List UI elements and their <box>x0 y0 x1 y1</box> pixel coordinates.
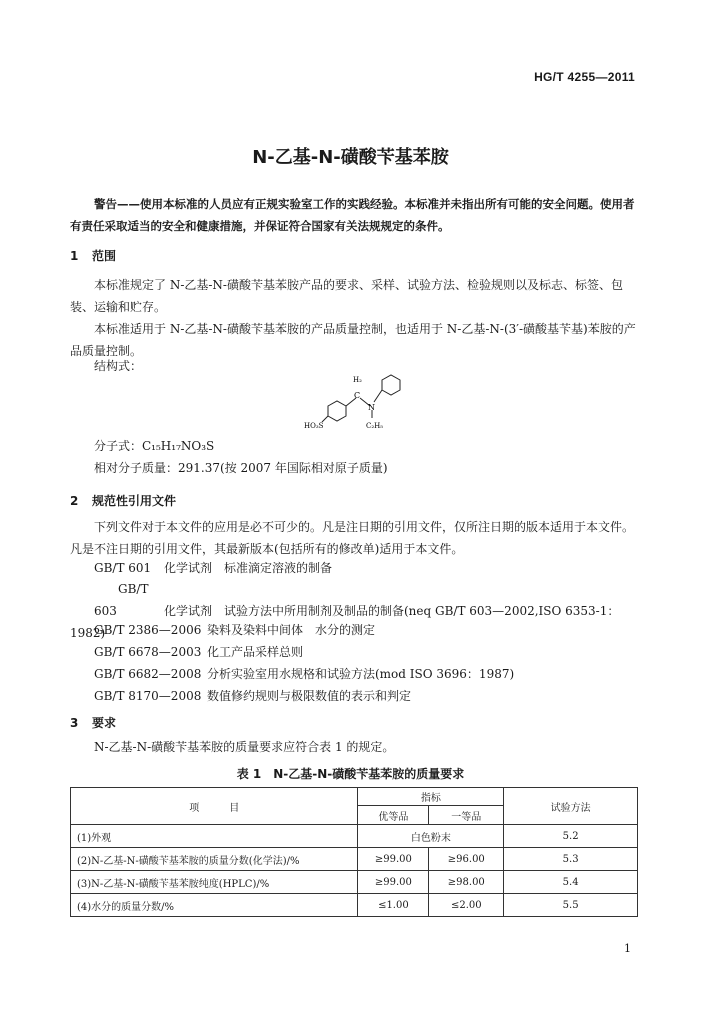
row-premium: ≤1.00 <box>358 894 429 917</box>
table-caption: 表 1 N-乙基-N-磺酸苄基苯胺的质量要求 <box>236 767 465 781</box>
header-index: 指标 <box>358 788 504 806</box>
reference-code: GB/T 601 <box>94 561 152 575</box>
row-method: 5.2 <box>504 825 638 848</box>
section-number: 2 <box>70 494 79 508</box>
row-premium: ≥99.00 <box>358 848 429 871</box>
structure-label: 结构式： <box>94 359 143 373</box>
table-row <box>71 825 638 848</box>
benzene-ring-left <box>328 401 346 421</box>
row-item: (4)水分的质量分数/% <box>71 894 358 917</box>
label-h2: H₂ <box>353 376 362 384</box>
table-row <box>71 848 638 871</box>
row-item: (2)N-乙基-N-磺酸苄基苯胺的质量分数(化学法)/% <box>71 848 358 871</box>
requirements-intro: N-乙基-N-磺酸苄基苯胺的质量要求应符合表 1 的规定。 <box>94 740 395 754</box>
section-title: 范围 <box>92 249 117 263</box>
header-first-grade: 一等品 <box>429 806 504 825</box>
document-title: N-乙基-N-磺酸苄基苯胺 <box>252 147 449 168</box>
reference-item <box>94 621 375 638</box>
reference-title: 化工产品采样总则 <box>207 645 304 659</box>
row-first-grade: ≤2.00 <box>429 894 504 917</box>
header-premium: 优等品 <box>358 806 429 825</box>
structural-formula <box>296 370 416 432</box>
warning-paragraph: 警告——使用本标准的人员应有正规实验室工作的实践经验。本标准并未指出所有可能的安全问题。使用者有责任采取适当的安全和健康措施，并保证符合国家有关法规规定的条件。 <box>70 197 635 233</box>
reference-item <box>94 665 514 682</box>
references-intro: 下列文件对于本文件的应用是必不可少的。凡是注日期的引用文件，仅所注日期的版本适用于本文件。凡是不注日期的引用文件，其最新版本(包括所有的修改单)适用于本文件。 <box>70 520 635 556</box>
row-method: 5.3 <box>504 848 638 871</box>
header-item: 项 目 <box>71 788 358 825</box>
benzene-ring-right <box>382 375 400 395</box>
label-n: N <box>368 403 375 412</box>
reference-code: GB/T 603 <box>94 582 149 618</box>
table-row <box>71 894 638 917</box>
reference-title: 化学试剂 标准滴定溶液的制备 <box>164 561 333 575</box>
reference-title: 数值修约规则与极限数值的表示和判定 <box>207 689 412 703</box>
molecular-formula: 分子式：C₁₅H₁₇NO₃S <box>94 439 215 453</box>
header-method: 试验方法 <box>504 788 638 825</box>
reference-code: GB/T 6678—2003 <box>94 645 202 659</box>
row-method: 5.4 <box>504 871 638 894</box>
scope-paragraph-2: 本标准适用于 N-乙基-N-磺酸苄基苯胺的产品质量控制，也适用于 N-乙基-N-(3′-磺酸基苄基)苯胺的产品质量控制。 <box>70 322 636 358</box>
section-title: 规范性引用文件 <box>92 494 177 508</box>
reference-item <box>94 559 332 576</box>
reference-item <box>94 643 303 660</box>
page-number: 1 <box>624 942 631 955</box>
quality-requirements-table <box>70 787 638 917</box>
row-item: (3)N-乙基-N-磺酸苄基苯胺纯度(HPLC)/% <box>71 871 358 894</box>
reference-code: GB/T 6682—2008 <box>94 667 202 681</box>
section-number: 3 <box>70 716 79 730</box>
row-merged-value: 白色粉末 <box>358 825 504 848</box>
section-2-heading <box>70 492 176 509</box>
row-first-grade: ≥96.00 <box>429 848 504 871</box>
section-title: 要求 <box>92 716 117 730</box>
scope-paragraph-1: 本标准规定了 N-乙基-N-磺酸苄基苯胺产品的要求、采样、试验方法、检验规则以及标志、标签、包装、运输和贮存。 <box>70 278 623 314</box>
reference-title: 染料及染料中间体 水分的测定 <box>207 623 376 637</box>
label-ethyl: C₂H₅ <box>366 422 384 430</box>
reference-item <box>94 687 411 704</box>
row-premium: ≥99.00 <box>358 871 429 894</box>
section-1-heading <box>70 247 116 264</box>
reference-code: GB/T 8170—2008 <box>94 689 202 703</box>
reference-title: 化学试剂 试验方法中所用制剂及制品的制备(neq GB/T 603—2002,ISO 6353-1：1982) <box>70 604 620 640</box>
bond-n-phenyl <box>374 390 382 402</box>
reference-title: 分析实验室用水规格和试验方法(mod ISO 3696：1987) <box>207 667 515 681</box>
label-c: C <box>354 391 361 400</box>
reference-code: GB/T 2386—2006 <box>94 623 202 637</box>
row-method: 5.5 <box>504 894 638 917</box>
standard-code: HG/T 4255—2011 <box>534 70 635 84</box>
row-first-grade: ≥98.00 <box>429 871 504 894</box>
label-so3h: HO₃S <box>304 422 324 430</box>
table-row <box>71 871 638 894</box>
row-item: (1)外观 <box>71 825 358 848</box>
molar-mass: 相对分子质量：291.37(按 2007 年国际相对原子质量) <box>94 461 388 475</box>
section-number: 1 <box>70 249 79 263</box>
section-3-heading <box>70 714 116 731</box>
